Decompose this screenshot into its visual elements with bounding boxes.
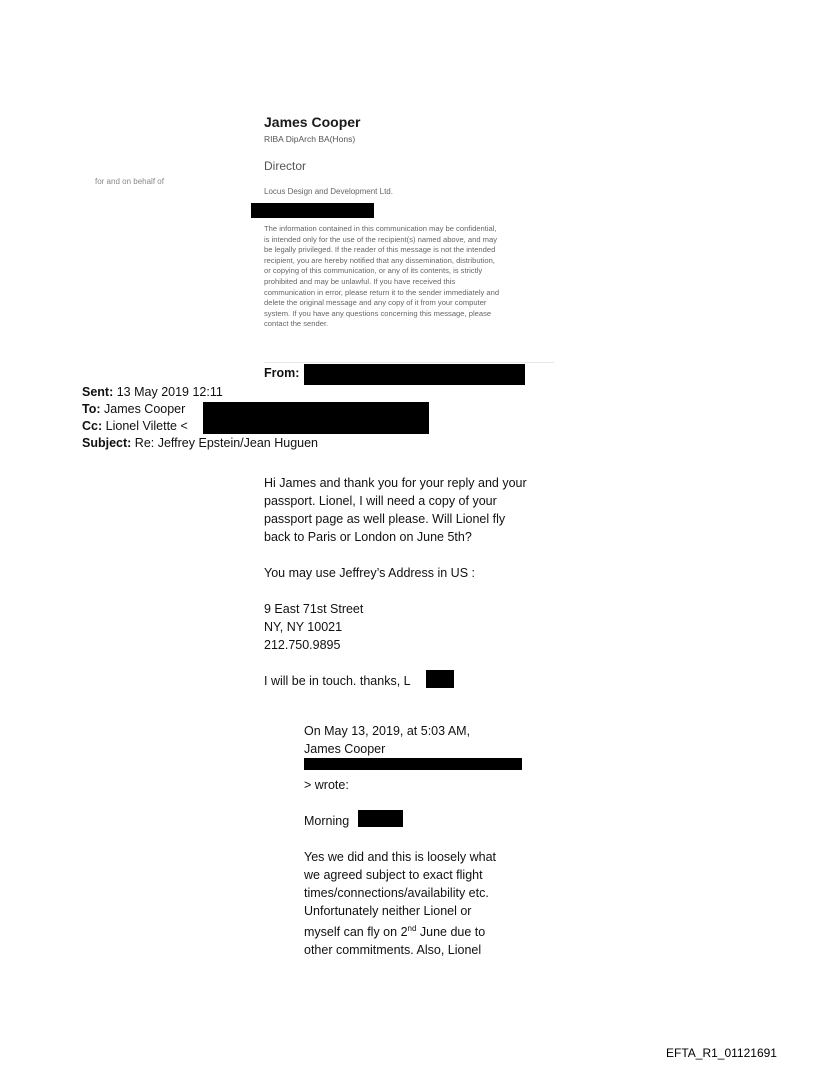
quote-line: we agreed subject to exact flight [304,868,483,882]
quote-line: On May 13, 2019, at 5:03 AM, [304,724,471,738]
subject-label: Subject: [82,436,132,450]
from-label: From: [264,366,300,380]
subject-value: Re: Jeffrey Epstein/Jean Huguen [134,436,319,450]
quote-line: other commitments. Also, Lionel [304,943,482,958]
quote-line: James Cooper [304,742,386,756]
separator-line [264,362,554,363]
quote-line [304,920,534,941]
signature-behalf-text: for and on behalf of [95,177,164,186]
disclaimer-line: or copying of this communication, or any of its contents, is strictly [264,266,483,276]
signature-qualifications: RIBA DipArch BA(Hons) [264,134,356,144]
quote-line: Yes we did and this is loosely what [304,850,497,864]
to-header [82,402,185,416]
to-value: James Cooper [104,402,186,416]
quote-line: times/connections/availability etc. [304,886,489,900]
body-line: back to Paris or London on June 5th? [264,530,472,544]
redaction-bar [304,364,525,385]
address-line: 9 East 71st Street [264,602,364,616]
cc-label: Cc: [82,419,103,433]
from-header [264,366,299,380]
ordinal-suffix: nd [407,924,417,933]
redaction-bar [203,402,429,434]
address-line: NY, NY 10021 [264,620,343,634]
body-line: You may use Jeffrey’s Address in US : [264,566,475,580]
redaction-bar [304,758,522,770]
body-line: passport page as well please. Will Lionel fly [264,512,506,526]
subject-header [82,436,318,450]
redaction-bar [358,810,403,827]
quote-line: > wrote: [304,778,349,792]
disclaimer-line: system. If you have any questions concerning this message, please [264,308,492,318]
sent-label: Sent: [82,385,114,399]
signature-company: Locus Design and Development Ltd. [264,187,393,196]
signature-name: James Cooper [264,114,361,130]
to-label: To: [82,402,101,416]
address-line: 212.750.9895 [264,638,341,652]
disclaimer-line: delete the original message and any copy of it from your computer [264,298,487,308]
quote-text: June due to [416,925,486,940]
disclaimer-line: The information contained in this communication may be confidential, [264,224,497,233]
disclaimer-line: prohibited and may be unlawful. If you have received this [264,276,456,286]
quote-text: myself can fly on 2 [304,925,408,940]
closing-line: I will be in touch. thanks, L [264,674,411,688]
disclaimer-line: communication in error, please return it to the sender immediately and [264,287,500,297]
disclaimer-line: be legally privileged. If the reader of this message is not the intended [264,245,496,255]
disclaimer-line: recipient, you are hereby notified that any dissemination, distribution, [264,255,495,265]
body-line: Hi James and thank you for your reply and your [264,476,527,490]
body-line: passport. Lionel, I will need a copy of your [264,494,497,508]
redaction-bar [251,203,374,218]
disclaimer-line: is intended only for the use of the recipient(s) named above, and may [264,234,498,244]
signature-title: Director [264,159,307,173]
quote-line: Unfortunately neither Lionel or [304,904,472,918]
email-body [264,474,564,690]
quote-greeting: Morning [304,814,350,828]
redaction-bar [426,670,454,688]
cc-value: Lionel Vilette < [105,419,188,433]
confidentiality-disclaimer [264,224,556,330]
sent-header [82,385,223,399]
cc-header [82,419,188,433]
document-id: EFTA_R1_01121691 [666,1046,777,1060]
sent-value: 13 May 2019 12:11 [116,385,223,399]
disclaimer-line: contact the sender. [264,319,329,329]
